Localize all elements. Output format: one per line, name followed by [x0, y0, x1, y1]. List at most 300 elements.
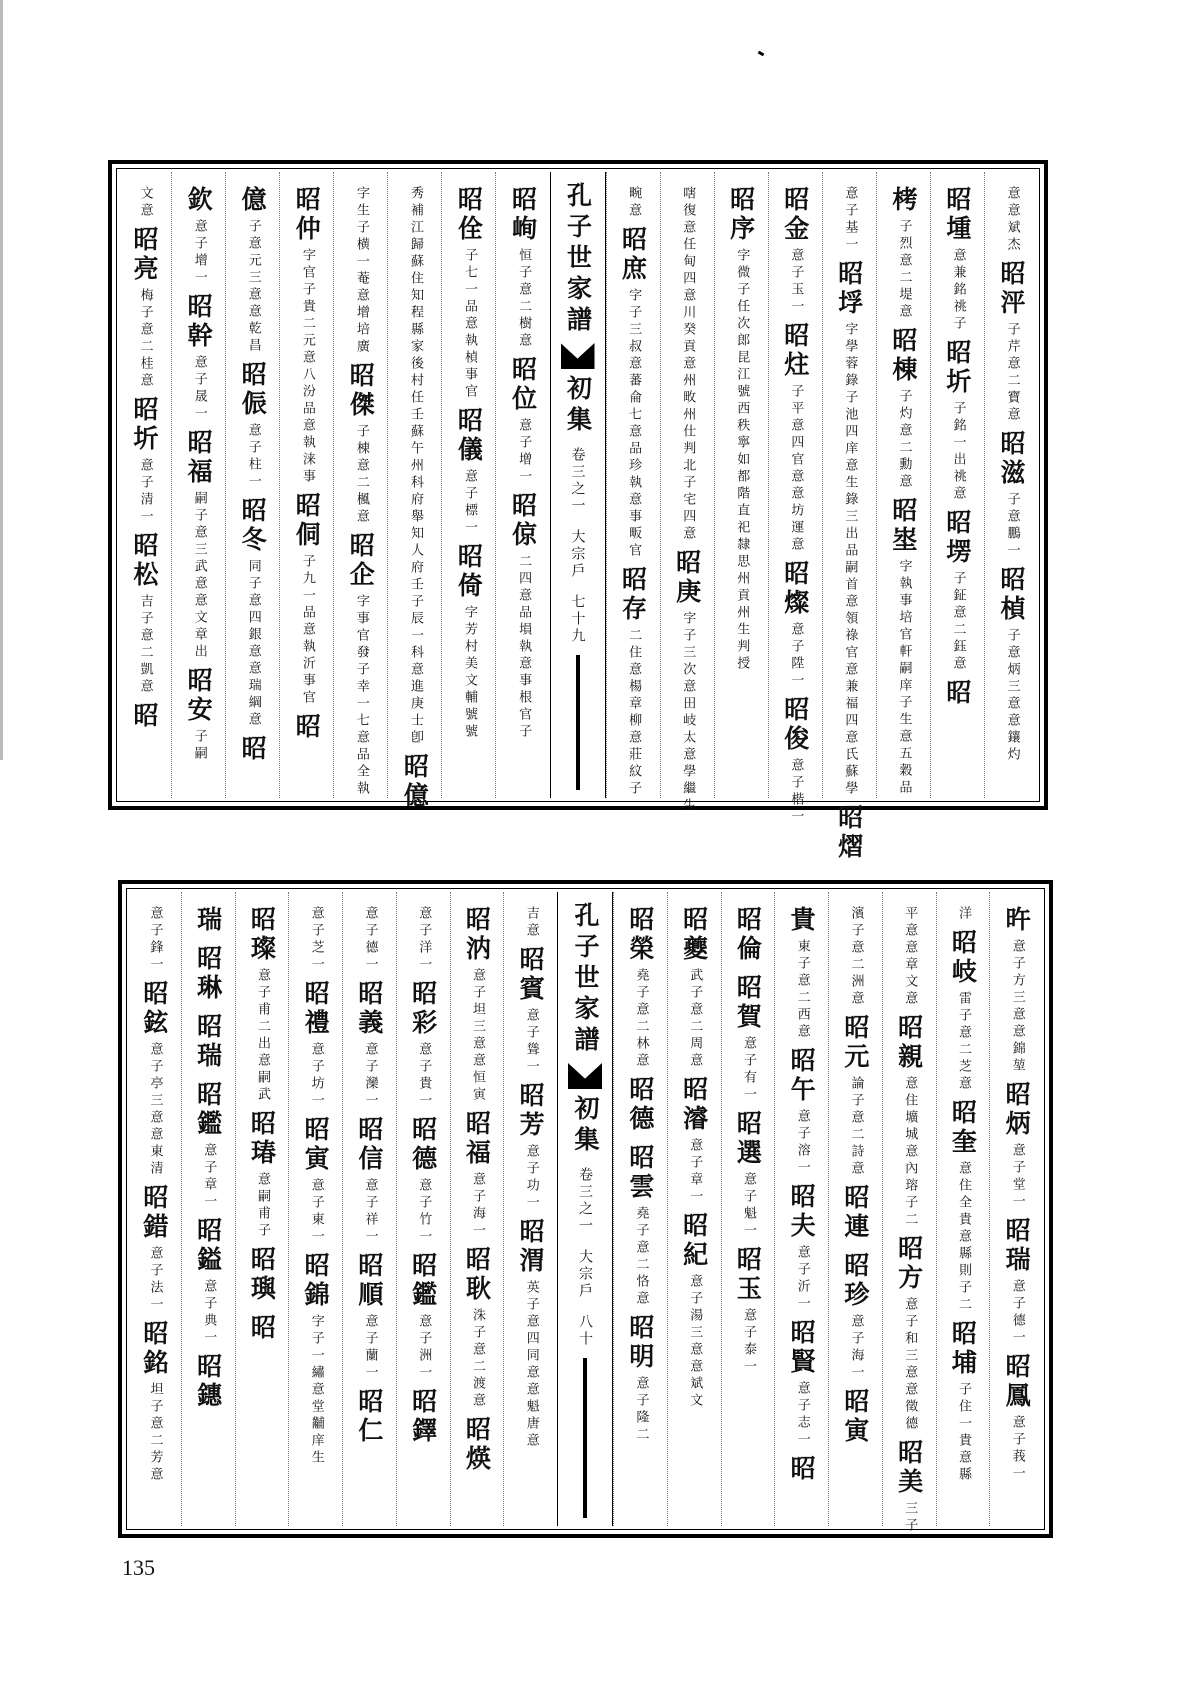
person-annotation: 畹意 — [626, 186, 642, 220]
person-name: 昭瑞 — [1002, 1217, 1032, 1275]
person-annotation: 意子魁一 — [741, 1172, 757, 1240]
person-entry — [408, 1116, 438, 1246]
person-annotation: 恒子意二樹意 — [516, 248, 532, 350]
person-annotation: 二住意楊章柳意莊紋子 — [626, 628, 642, 798]
person-name: 昭芳 — [516, 1082, 546, 1140]
person-annotation: 洋 — [956, 906, 972, 923]
person-entry — [130, 226, 160, 390]
genealogy-column — [667, 892, 721, 1526]
person-entry — [902, 906, 916, 1008]
person-entry — [238, 497, 268, 729]
person-entry — [354, 186, 368, 356]
person-entry — [346, 532, 376, 798]
person-entry — [942, 509, 972, 673]
person-entry — [362, 906, 376, 974]
person-annotation: 梅子意二桂意 — [137, 288, 153, 390]
person-annotation: 二四意品塤執意事根官子 — [516, 554, 532, 741]
person-entry — [834, 260, 864, 798]
person-name: 昭瑃 — [247, 1110, 277, 1168]
person-annotation: 意子清一 — [137, 458, 153, 526]
person-annotation: 意住壙城意內瑢子二 — [902, 1076, 918, 1229]
person-entry — [193, 1217, 223, 1347]
fold-bar — [583, 1358, 587, 1518]
person-entry — [996, 260, 1026, 424]
person-annotation: 意子芝一 — [308, 906, 324, 974]
person-entry — [139, 1320, 169, 1484]
person-name: 昭岐 — [948, 929, 978, 987]
person-annotation: 吉子意二凱意 — [137, 594, 153, 696]
person-annotation: 子棟意二楓意 — [353, 424, 369, 526]
person-name: 昭汭 — [462, 906, 492, 964]
genealogy-column — [984, 172, 1038, 798]
center-fold-header — [550, 172, 606, 798]
person-name: 昭堹 — [942, 186, 972, 244]
person-name: 昭冬 — [238, 497, 268, 555]
person-name: 昭寅 — [301, 1116, 331, 1174]
person-entry — [301, 980, 331, 1110]
person-entry — [508, 186, 538, 350]
person-annotation: 字子三次意田岐太意學繼生 — [680, 611, 696, 815]
person-name: 昭鎰 — [193, 1217, 223, 1275]
person-entry — [840, 1388, 870, 1450]
person-name: 昭金 — [780, 186, 810, 244]
person-name: 昭 — [942, 679, 972, 708]
person-entry — [184, 186, 214, 287]
genealogy-column — [387, 172, 441, 811]
person-entry — [462, 906, 492, 1104]
person-annotation: 意子隆二 — [633, 1376, 649, 1444]
person-entry — [733, 906, 763, 968]
genealogy-column — [181, 892, 235, 1526]
person-name: 昭雲 — [625, 1144, 655, 1202]
person-entry — [672, 549, 702, 815]
person-entry — [523, 906, 537, 940]
person-annotation: 意子功一 — [523, 1144, 539, 1212]
person-name: 昭信 — [354, 1116, 384, 1174]
person-entry — [948, 929, 978, 1093]
person-annotation: 堯子意二恪意 — [633, 1206, 649, 1308]
person-name: 昭 — [247, 1314, 277, 1343]
genealogy-column — [660, 172, 714, 815]
person-name: 昭侗 — [292, 492, 322, 550]
person-name: 旿 — [1002, 906, 1032, 935]
person-annotation: 意子竹一 — [416, 1178, 432, 1246]
person-entry — [996, 430, 1026, 560]
person-entry — [247, 1314, 277, 1347]
person-name: 昭琳 — [193, 945, 223, 1003]
person-name: 昭鉉 — [139, 980, 169, 1038]
person-annotation: 意兼銘祧子 — [950, 248, 966, 333]
person-name: 昭禮 — [301, 980, 331, 1038]
person-name: 昭夔 — [679, 906, 709, 964]
person-name: 昭儀 — [454, 407, 484, 465]
person-entry — [834, 804, 864, 866]
person-entry — [130, 532, 160, 696]
person-annotation: 字官子貴二元意八汾品意執涞事 — [299, 248, 315, 486]
person-entry — [516, 946, 546, 1076]
genealogy-column — [828, 892, 882, 1526]
person-annotation: 子烈意二堤意 — [896, 219, 912, 321]
person-annotation: 意子法一 — [147, 1246, 163, 1314]
person-entry — [733, 1246, 763, 1376]
person-name: 昭連 — [840, 1184, 870, 1242]
person-annotation: 意子章一 — [201, 1143, 217, 1211]
fishtail-mark — [568, 1063, 602, 1089]
person-entry — [354, 1252, 384, 1382]
person-annotation: 字執事培官軒嗣庠子生意五穀品 — [896, 559, 912, 797]
person-annotation: 意子洲一 — [416, 1314, 432, 1382]
person-name: 昭 — [238, 735, 268, 764]
person-annotation: 子意炳三意意鑲灼 — [1004, 628, 1020, 764]
person-name: 昭福 — [184, 429, 214, 487]
person-annotation: 意子灤一 — [362, 1042, 378, 1110]
person-name: 昭佺 — [454, 186, 484, 244]
person-name: 昭賓 — [516, 946, 546, 1004]
person-annotation: 論子意二詩意 — [848, 1076, 864, 1178]
person-name: 昭義 — [354, 980, 384, 1038]
genealogy-column — [876, 172, 930, 798]
person-annotation: 意子增一 — [191, 219, 207, 287]
person-entry — [680, 186, 694, 543]
person-entry — [1004, 186, 1018, 254]
person-entry — [238, 735, 268, 768]
person-entry — [508, 492, 538, 741]
person-name: 昭序 — [726, 186, 756, 244]
person-name: 昭德 — [408, 1116, 438, 1174]
person-name: 昭奎 — [948, 1099, 978, 1157]
person-annotation: 意子海一 — [848, 1314, 864, 1382]
person-name: 昭億 — [400, 753, 430, 811]
person-name: 昭鳳 — [1002, 1353, 1032, 1411]
person-annotation: 意子亭三意意東清 — [147, 1042, 163, 1178]
person-annotation: 子平意四官意意坊運意 — [788, 384, 804, 554]
person-entry — [184, 667, 214, 763]
person-annotation: 東子意二西意 — [794, 939, 810, 1041]
person-annotation: 意子溶一 — [794, 1109, 810, 1177]
person-entry — [1002, 1353, 1032, 1483]
person-entry — [462, 1246, 492, 1410]
person-annotation: 意子典一 — [201, 1279, 217, 1347]
person-entry — [948, 1099, 978, 1314]
person-annotation: 子住一貴意縣 — [956, 1382, 972, 1484]
person-entry — [956, 906, 970, 923]
genealogy-column — [118, 172, 171, 798]
person-entry — [292, 492, 322, 707]
genealogy-column — [989, 892, 1043, 1526]
person-entry — [516, 1218, 546, 1450]
person-name: 昭松 — [130, 532, 160, 590]
person-entry — [408, 980, 438, 1110]
person-entry — [408, 1388, 438, 1450]
page-edge-shadow — [0, 0, 3, 760]
person-entry — [130, 702, 160, 735]
person-annotation: 坦子意二芳意 — [147, 1382, 163, 1484]
genealogy-column — [930, 172, 984, 798]
person-annotation: 意子有一 — [741, 1036, 757, 1104]
genealogy-column — [342, 892, 396, 1526]
page-number: 135 — [122, 1555, 155, 1580]
person-annotation: 意子莪一 — [1009, 1415, 1025, 1483]
person-entry — [193, 906, 223, 939]
genealogy-column — [441, 172, 495, 798]
person-entry — [247, 1110, 277, 1240]
person-name: 昭選 — [733, 1110, 763, 1168]
person-annotation: 濱子意二洲意 — [848, 906, 864, 1008]
person-entry — [454, 543, 484, 741]
person-name: 昭榮 — [625, 906, 655, 964]
person-entry — [354, 1388, 384, 1450]
person-name: 昭熠 — [834, 804, 864, 862]
person-name: 昭位 — [508, 356, 538, 414]
person-annotation: 意意斌杰 — [1004, 186, 1020, 254]
person-entry — [888, 186, 918, 321]
person-name: 昭侲 — [238, 361, 268, 419]
person-name: 昭 — [130, 702, 160, 731]
person-annotation: 字子一繡意堂黼庠生 — [308, 1314, 324, 1467]
column-area — [118, 172, 1038, 862]
person-annotation: 子意鵬一 — [1004, 492, 1020, 560]
person-entry — [1002, 1217, 1032, 1347]
person-entry — [193, 1013, 223, 1075]
genealogy-column — [882, 892, 936, 1535]
person-name: 昭夫 — [787, 1183, 817, 1241]
person-name: 昭楨 — [996, 566, 1026, 624]
genealogy-panel-upper — [108, 160, 1048, 862]
genealogy-column — [774, 892, 828, 1526]
person-entry — [508, 356, 538, 486]
person-entry — [888, 497, 918, 797]
volume-label: 卷三之一 — [577, 1167, 593, 1235]
person-name: 昭 — [292, 713, 322, 742]
person-annotation: 吉意 — [523, 906, 539, 940]
person-annotation: 意子玉一 — [788, 248, 804, 316]
person-name: 昭美 — [894, 1439, 924, 1497]
fold-bar — [576, 655, 580, 790]
person-entry — [308, 906, 322, 974]
person-entry — [184, 293, 214, 423]
person-annotation: 同子意四銀意意瑞綱意 — [245, 559, 261, 729]
person-entry — [787, 1183, 817, 1313]
person-annotation: 意子和三意意徵德 — [902, 1297, 918, 1433]
person-name: 昭福 — [462, 1110, 492, 1168]
person-entry — [462, 1416, 492, 1478]
person-name: 昭垺 — [834, 260, 864, 318]
person-entry — [1002, 906, 1032, 1075]
person-annotation: 子灼意二勳意 — [896, 389, 912, 491]
branch-label: 大宗戶 — [577, 1249, 593, 1300]
person-name: 昭鏸 — [193, 1353, 223, 1411]
person-entry — [184, 429, 214, 661]
book-title: 孔子世家譜 — [563, 182, 593, 337]
person-name: 昭午 — [787, 1047, 817, 1105]
person-annotation: 文意 — [137, 186, 153, 220]
person-name: 昭 — [787, 1455, 817, 1484]
genealogy-column — [288, 892, 342, 1526]
person-annotation: 子銘一出祧意 — [950, 401, 966, 503]
person-annotation: 子意元三意意乾昌 — [245, 219, 261, 355]
person-name: 昭仲 — [292, 186, 322, 244]
person-entry — [726, 186, 756, 673]
person-annotation: 意子泰一 — [741, 1308, 757, 1376]
genealogy-panel-lower — [118, 880, 1053, 1538]
person-entry — [618, 226, 648, 560]
person-entry — [147, 906, 161, 974]
genealogy-column — [279, 172, 333, 798]
person-annotation: 意子晟一 — [191, 355, 207, 423]
person-entry — [894, 1235, 924, 1433]
collection-label: 初集 — [571, 1095, 600, 1157]
person-name: 昭傑 — [346, 362, 376, 420]
person-name: 昭鑑 — [193, 1081, 223, 1139]
person-name: 昭企 — [346, 532, 376, 590]
person-annotation: 意子東一 — [308, 1178, 324, 1246]
genealogy-column — [721, 892, 775, 1526]
person-annotation: 意子坊一 — [308, 1042, 324, 1110]
person-name: 昭煐 — [462, 1416, 492, 1474]
person-entry — [679, 906, 709, 1070]
person-name: 貴 — [787, 906, 817, 935]
person-entry — [416, 906, 430, 974]
person-annotation: 意子蘭一 — [362, 1314, 378, 1382]
person-name: 昭埔 — [948, 1320, 978, 1378]
person-annotation: 意子志一 — [794, 1381, 810, 1449]
person-annotation: 意子德一 — [362, 906, 378, 974]
person-annotation: 意子坦三意意恒寅 — [470, 968, 486, 1104]
person-entry — [787, 1455, 817, 1488]
person-name: 昭圻 — [130, 396, 160, 454]
genealogy-column — [128, 892, 181, 1526]
person-annotation: 字生子横一菴意增培廣 — [353, 186, 369, 356]
person-name: 昭耿 — [462, 1246, 492, 1304]
person-annotation: 意子沂一 — [794, 1245, 810, 1313]
genealogy-column — [936, 892, 990, 1526]
person-entry — [780, 322, 810, 554]
person-annotation: 子芹意二寶意 — [1004, 322, 1020, 424]
person-name: 昭順 — [354, 1252, 384, 1310]
person-name: 昭渭 — [516, 1218, 546, 1276]
person-name: 昭彩 — [408, 980, 438, 1038]
person-name: 昭錦 — [301, 1252, 331, 1310]
person-name: 昭紀 — [679, 1212, 709, 1270]
person-name: 昭庶 — [618, 226, 648, 284]
person-annotation: 意子德一 — [1009, 1279, 1025, 1347]
genealogy-column — [333, 172, 387, 798]
person-entry — [948, 1320, 978, 1484]
person-entry — [626, 186, 640, 220]
genealogy-column — [613, 892, 667, 1526]
person-annotation: 意子方三意意錦堃 — [1009, 939, 1025, 1075]
person-entry — [942, 339, 972, 503]
person-annotation: 意子陞一 — [788, 622, 804, 690]
person-entry — [942, 186, 972, 333]
person-name: 昭玉 — [733, 1246, 763, 1304]
person-annotation: 子七一品意執楨事官 — [462, 248, 478, 401]
person-annotation: 意子楷一 — [788, 758, 804, 826]
person-name: 昭亮 — [130, 226, 160, 284]
person-entry — [247, 906, 277, 1104]
genealogy-column — [225, 172, 279, 798]
person-entry — [625, 1314, 655, 1444]
genealogy-column — [606, 172, 660, 798]
person-entry — [292, 713, 322, 746]
person-name: 栲 — [888, 186, 918, 215]
person-name: 昭錯 — [139, 1184, 169, 1242]
person-entry — [139, 1184, 169, 1314]
person-name: 昭圻 — [942, 339, 972, 397]
person-entry — [894, 1439, 924, 1535]
person-annotation: 字微子任次郎昆江號西秩寧如都階直祀隸思州貢州生判授 — [734, 248, 750, 673]
person-annotation: 意子湯三意意斌文 — [687, 1274, 703, 1410]
person-entry — [454, 186, 484, 401]
person-name: 昭安 — [184, 667, 214, 725]
person-annotation: 子鉦意二鈺意 — [950, 571, 966, 673]
person-entry — [193, 1353, 223, 1415]
person-annotation: 嗣子意三武意意文章出 — [191, 491, 207, 661]
person-name: 昭塄 — [942, 509, 972, 567]
person-annotation: 意子洋一 — [416, 906, 432, 974]
person-name: 昭燦 — [780, 560, 810, 618]
person-entry — [346, 362, 376, 526]
person-entry — [301, 1116, 331, 1246]
person-name: 瑞 — [193, 906, 223, 935]
person-name: 昭倚 — [454, 543, 484, 601]
person-annotation: 子嗣 — [191, 729, 207, 763]
person-annotation: 武子意二周意 — [687, 968, 703, 1070]
person-entry — [894, 1014, 924, 1229]
person-annotation: 嗐復意任甸四意川癸貢意州畋州仕判北子宅四意 — [680, 186, 696, 543]
person-name: 昭賀 — [733, 974, 763, 1032]
person-annotation: 意子章一 — [687, 1138, 703, 1206]
genealogy-column — [495, 172, 549, 798]
person-entry — [1002, 1081, 1032, 1211]
person-annotation: 意子標一 — [462, 469, 478, 537]
person-entry — [787, 906, 817, 1041]
person-annotation: 洙子意二渡意 — [470, 1308, 486, 1410]
genealogy-column — [235, 892, 289, 1526]
person-name: 昭滋 — [996, 430, 1026, 488]
person-annotation: 意子堂一 — [1009, 1143, 1025, 1211]
person-annotation: 意子祥一 — [362, 1178, 378, 1246]
collection-label: 初集 — [563, 375, 593, 437]
person-name: 昭泙 — [996, 260, 1026, 318]
person-entry — [787, 1047, 817, 1177]
person-entry — [238, 186, 268, 355]
person-name: 昭庚 — [672, 549, 702, 607]
genealogy-column — [503, 892, 557, 1526]
person-annotation: 意子海一 — [470, 1172, 486, 1240]
person-entry — [733, 974, 763, 1104]
person-entry — [238, 361, 268, 491]
person-annotation: 意子鋒一 — [147, 906, 163, 974]
person-entry — [354, 1116, 384, 1246]
person-name: 昭炷 — [780, 322, 810, 380]
person-name: 昭濬 — [679, 1076, 709, 1134]
person-name: 昭鑑 — [408, 1252, 438, 1310]
person-annotation: 意子增一 — [516, 418, 532, 486]
folio-number: 七十九 — [569, 594, 586, 645]
folio-number: 八十 — [577, 1314, 593, 1348]
person-name: 昭親 — [894, 1014, 924, 1072]
person-entry — [139, 980, 169, 1178]
person-entry — [625, 1144, 655, 1308]
person-annotation: 三子 — [902, 1501, 918, 1535]
genealogy-column — [450, 892, 504, 1526]
genealogy-column — [396, 892, 450, 1526]
person-annotation: 雷子意二芝意 — [956, 991, 972, 1093]
person-name: 欽 — [184, 186, 214, 215]
person-entry — [888, 327, 918, 491]
person-name: 昭明 — [625, 1314, 655, 1372]
